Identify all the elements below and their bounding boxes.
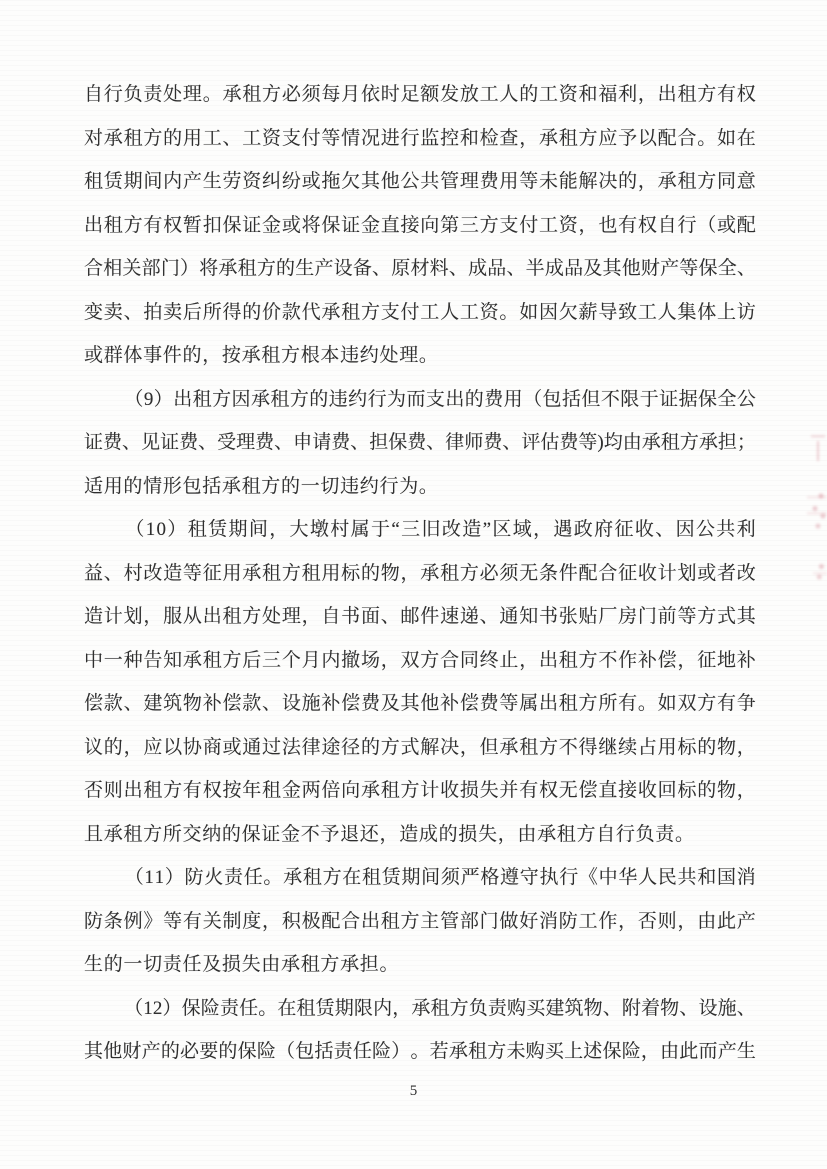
text-line: 适用的情形包括承租方的一切违约行为。 (84, 475, 439, 497)
text-line: 对 承 租 方 的 用 工 、 工 资 支 付 等 情 况 进 行 监 控 和 检 查 ， 承 租 方 应 予 以 配 合 。 如 在 (84, 127, 756, 149)
text-line: 造 计 划 ， 服 从 出 租 方 处 理 ， 自 书 面 、 邮 件 速 递 、 通 知 书 张 贴 厂 房 门 前 等 方 式 其 (84, 606, 756, 627)
text-line: 证 费 、 见 证 费 、 受 理 费 、 申 请 费 、 担 保 费 、 律 师 费 、 评 估 费 等 ) 均 由 承 租 方 承 担 ； (84, 432, 756, 453)
text-line: 出 租 方 有 权 暂 扣 保 证 金 或 将 保 证 金 直 接 向 第 三 方 支 付 工 资 ， 也 有 权 自 行 （ 或 配 (84, 214, 756, 236)
red-seal-edge-fragment-bottom (813, 560, 827, 586)
text-line: 租 赁 期 间 内 产 生 劳 资 纠 纷 或 拖 欠 其 他 公 共 管 理 费 用 等 未 能 解 决 的 ， 承 租 方 同 意 (84, 171, 756, 192)
text-line: 否 则 出 租 方 有 权 按 年 租 金 两 倍 向 承 租 方 计 收 损 失 并 有 权 无 偿 直 接 收 回 标 的 物 ， (84, 780, 756, 801)
text-line: （ 1 2 ） 保 险 责 任 。 在 租 赁 期 限 内 ， 承 租 方 负 责 购 买 建 筑 物 、 附 着 物 、 设 施 、 (84, 987, 756, 1031)
paragraph (84, 987, 756, 1074)
text-line: （ 1 0 ） 租 赁 期 间 ， 大 墩 村 属 于 “ 三 旧 改 造 ” 区 域 ， 遇 政 府 征 收 、 因 公 共 利 (84, 508, 756, 552)
page-number: 5 (409, 1083, 418, 1099)
paragraph (84, 508, 756, 856)
text-line: 且承租方所交纳的保证金不予退还，造成的损失，由承租方自行负责。 (84, 823, 695, 845)
text-line: （ 9 ） 出 租 方 因 承 租 方 的 违 约 行 为 而 支 出 的 费 用 （ 包 括 但 不 限 于 证 据 保 全 公 (84, 378, 756, 422)
red-seal-edge-fragment-top (811, 433, 827, 461)
text-line: 防 条 例 》 等 有 关 制 度 ， 积 极 配 合 出 租 方 主 管 部 门 做 好 消 防 工 作 ， 否 则 ， 由 此 产 (84, 910, 756, 932)
text-line: 生的一切责任及损失由承租方承担。 (84, 954, 400, 975)
text-line: 合 相 关 部 门 ） 将 承 租 方 的 生 产 设 备 、 原 材 料 、 成 品 、 半 成 品 及 其 他 财 产 等 保 全 、 (84, 258, 756, 279)
text-line: （ 1 1 ） 防 火 责 任 。 承 租 方 在 租 赁 期 间 须 严 格 遵 守 执 行 《 中 华 人 民 共 和 国 消 (84, 856, 756, 900)
red-seal-edge-fragment-middle (807, 486, 827, 536)
paragraph (84, 856, 756, 987)
document-body (84, 73, 756, 1074)
text-line: 议 的 ， 应 以 协 商 或 通 过 法 律 途 径 的 方 式 解 决 ， 但 承 租 方 不 得 继 续 占 用 标 的 物 ， (84, 736, 756, 758)
text-line: 自 行 负 责 处 理 。 承 租 方 必 须 每 月 依 时 足 额 发 放 工 人 的 工 资 和 福 利 ， 出 租 方 有 权 (84, 84, 756, 105)
text-line: 或群体事件的，按承租方根本违约处理。 (84, 345, 439, 366)
text-line: 偿 款 、 建 筑 物 补 偿 款 、 设 施 补 偿 费 及 其 他 补 偿 费 等 属 出 租 方 所 有 。 如 双 方 有 争 (84, 693, 756, 714)
text-line: 变 卖 、 拍 卖 后 所 得 的 价 款 代 承 租 方 支 付 工 人 工 资 。 如 因 欠 薪 导 致 工 人 集 体 上 访 (84, 301, 756, 323)
paragraph-indent (84, 1008, 124, 1009)
paragraph-indent (84, 399, 124, 400)
paragraph (84, 378, 756, 509)
paragraph-indent (84, 529, 124, 530)
paragraph (84, 73, 756, 378)
paragraph-indent (84, 877, 124, 878)
text-line: 益 、 村 改 造 等 征 用 承 租 方 租 用 标 的 物 ， 承 租 方 必 须 无 条 件 配 合 征 收 计 划 或 者 改 (84, 562, 756, 584)
text-line: 中 一 种 告 知 承 租 方 后 三 个 月 内 撤 场 ， 双 方 合 同 终 止 ， 出 租 方 不 作 补 偿 ， 征 地 补 (84, 649, 756, 671)
text-line: 其 他 财 产 的 必 要 的 保 险 （ 包 括 责 任 险 ） 。 若 承 租 方 未 购 买 上 述 保 险 ， 由 此 而 产 生 (84, 1041, 756, 1062)
